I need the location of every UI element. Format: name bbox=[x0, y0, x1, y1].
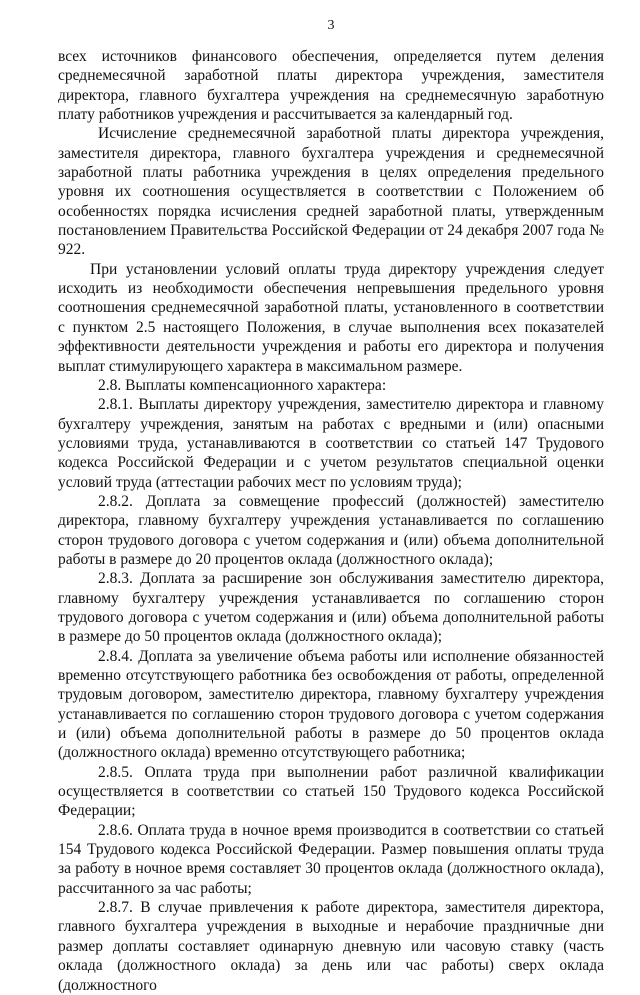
paragraph-calculation: Исчисление среднемесячной заработной платы директора учреждения, заместителя директора, главного бухгалтера учреждения и среднемесячной заработной платы работника учреждения в целях определения предельного уровня их соотношения осуществляется в соответствии с Положением об особенностях порядка исчисления средней заработной платы, утвержденным постановлением Правительства Российской Федерации от 24 декабря 2007 года № 922. bbox=[58, 125, 604, 259]
section-2-8-heading: 2.8. Выплаты компенсационного характера: bbox=[98, 376, 387, 394]
paragraph-continuation: всех источников финансового обеспечения, определяется путем деления среднемесячной заработной платы директора учреждения, заместителя директора, главного бухгалтера учреждения на среднемесячную заработную плату работников учреждения и рассчитывается за календарный год. bbox=[58, 48, 604, 124]
clause-2-8-1: 2.8.1. Выплаты директору учреждения, заместителю директора и главному бухгалтеру учреждения, занятым на работах с вредными и (или) опасными условиями труда, устанавливаются в соответствии со статьей 147 Трудового кодекса Российской Федерации и с учетом результатов специальной оценки условий труда (аттестации рабочих мест по условиям труда); bbox=[58, 396, 604, 491]
page-number: 3 bbox=[327, 18, 335, 33]
clause-2-8-7: 2.8.7. В случае привлечения к работе директора, заместителя директора, главного бухгалтера учреждения в выходные и нерабочие праздничные дни размер доплаты составляет одинарную дневную или часовую ставку (часть оклада (должностного оклада) за день или час работы) сверх оклада (должностного bbox=[58, 899, 604, 994]
clause-2-8-2: 2.8.2. Доплата за совмещение профессий (должностей) заместителю директора, главному бухгалтеру учреждения устанавливается по соглашению сторон трудового договора с учетом содержания и (или) объема дополнительной работы в размере до 20 процентов оклада (должностного оклада); bbox=[58, 492, 604, 568]
clause-2-8-3: 2.8.3. Доплата за расширение зон обслуживания заместителю директора, главному бухгалтеру учреждения устанавливается по соглашению сторон трудового договора с учетом содержания и (или) объема дополнительной работы в размере до 50 процентов оклада (должностного оклада); bbox=[58, 570, 604, 646]
clause-2-8-5: 2.8.5. Оплата труда при выполнении работ различной квалификации осуществляется в соответствии со статьей 150 Трудового кодекса Российской Федерации; bbox=[58, 763, 604, 820]
paragraph-conditions: При установлении условий оплаты труда директору учреждения следует исходить из необходимости обеспечения непревышения предельного уровня соотношения среднемесячной заработной платы, установленного в соответствии с пунктом 2.5 настоящего Положения, в случае выполнения всех показателей эффективности деятельности учреждения и работы его директора и получения выплат стимулирующего характера в максимальном размере. bbox=[58, 260, 604, 375]
clause-2-8-4: 2.8.4. Доплата за увеличение объема работы или исполнение обязанностей временно отсутствующего работника без освобождения от работы, определенной трудовым договором, заместителю директора, главному бухгалтеру учреждения устанавливается по соглашению сторон трудового договора с учетом содержания и (или) объема дополнительной работы в размере до 50 процентов оклада (должностного оклада) временно отсутствующего работника; bbox=[58, 647, 604, 762]
clause-2-8-6: 2.8.6. Оплата труда в ночное время производится в соответствии со статьей 154 Трудового кодекса Российской Федерации. Размер повышения оплаты труда за работу в ночное время составляет 30 процентов оклада (должностного оклада), рассчитанного за час работы; bbox=[58, 821, 604, 897]
